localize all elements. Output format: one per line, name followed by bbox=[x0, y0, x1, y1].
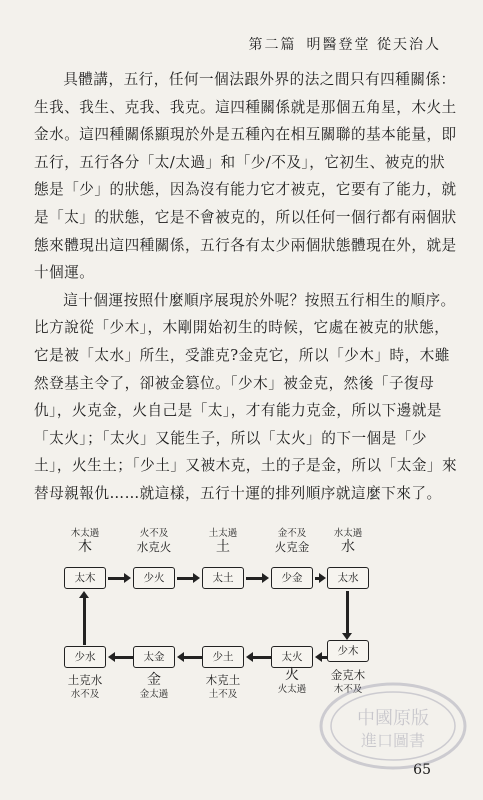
node-caption-small: 土太過 bbox=[208, 528, 238, 539]
node-caption-big: 水 bbox=[341, 539, 355, 555]
arrow-right-head bbox=[193, 573, 200, 583]
node-tai-huo: 太火 bbox=[271, 646, 313, 668]
body-text bbox=[34, 66, 460, 508]
stamp-line2: 進口圖書 bbox=[360, 731, 426, 750]
stamp-line1: 中國原版 bbox=[357, 708, 429, 729]
node-tai-tu: 太土 bbox=[202, 567, 244, 589]
arrow-down bbox=[346, 591, 349, 635]
node-caption-small: 土不及 bbox=[208, 689, 238, 700]
node-caption-big: 火 bbox=[285, 667, 299, 683]
arrow-left bbox=[253, 656, 271, 659]
arrow-left-head bbox=[177, 652, 184, 662]
arrow-left-head bbox=[246, 652, 253, 662]
node-caption-small: 金太過 bbox=[139, 689, 169, 700]
node-caption-small: 金不及 bbox=[277, 528, 307, 539]
node-caption-big: 土 bbox=[216, 539, 230, 555]
node-caption-big: 木 bbox=[78, 539, 92, 555]
paragraph: 這十個運按照什麼順序展現於外呢？按照五行相生的順序。比方說從「少木」，木剛開始初生的時候，它處在被克的狀態，它是被「太水」所生，受誰克?金克它，所以「少木」時，木雖然登基主令了，卻被金篡位。「少木」被金克，然後「子復母仇」，火克金，火自己是「太」，才有能力克金，所以下邊就是「太火」；「太火」又能生子，所以「太火」的下一個是「少土」，火生土；「少土」又被木克，土的子是金，所以「太金」來替母親報仇……就這樣，五行十運的排列順序就這麼下來了。 bbox=[34, 291, 458, 502]
node-caption-big: 金 bbox=[147, 672, 161, 688]
node-caption-small: 木不及 bbox=[333, 684, 363, 695]
arrow-right-head bbox=[124, 573, 131, 583]
arrow-down-head bbox=[342, 633, 352, 640]
node-shao-shui: 少水 bbox=[64, 646, 106, 668]
page-number: 65 bbox=[413, 762, 431, 778]
node-caption-small: 水太過 bbox=[333, 528, 363, 539]
import-stamp-watermark bbox=[318, 680, 468, 772]
node-caption-big: 火克金 bbox=[274, 540, 310, 554]
running-header bbox=[249, 34, 441, 54]
node-caption-big: 木克土 bbox=[205, 673, 241, 687]
arrow-left-head bbox=[108, 652, 115, 662]
arrow-left bbox=[184, 656, 202, 659]
node-tai-shui: 太水 bbox=[327, 567, 369, 589]
node-caption-small: 火不及 bbox=[139, 528, 169, 539]
chapter-label: 第二篇 bbox=[248, 37, 297, 53]
node-shao-tu: 少土 bbox=[202, 646, 244, 668]
node-caption-big: 土克水 bbox=[67, 673, 103, 687]
arrow-left bbox=[322, 656, 327, 659]
node-caption-big: 水克火 bbox=[136, 540, 172, 554]
node-tai-jin: 太金 bbox=[133, 646, 175, 668]
arrow-up bbox=[83, 597, 86, 645]
arrow-left-head bbox=[315, 652, 322, 662]
node-shao-mu: 少木 bbox=[327, 640, 369, 662]
node-caption-big: 金克木 bbox=[330, 668, 366, 682]
node-caption-small: 火太過 bbox=[277, 684, 307, 695]
node-shao-huo: 少火 bbox=[133, 567, 175, 589]
section-title: 明醫登堂 從天治人 bbox=[306, 37, 441, 53]
arrow-left bbox=[115, 656, 133, 659]
paragraph: 具體講，五行，任何一個法跟外界的法之間只有四種關係：生我、我生、克我、我克。這四種關係就是那個五角星，木火土金水。這四種關係顯現於外是五種內在相互關聯的基本能量，即五行，五行各分「太/太過」和「少/不及」，它初生、被克的狀態是「少」的狀態，因為沒有能力它才被克，它要有了能力，就是「太」的狀態，它是不會被克的，所以任何一個行都有兩個狀態來體現出這四種關係，五行各有太少兩個狀態體現在外，就是十個運。 bbox=[34, 71, 457, 282]
node-shao-jin: 少金 bbox=[271, 567, 313, 589]
arrow-up-head bbox=[79, 591, 89, 598]
arrow-right-head bbox=[262, 573, 269, 583]
arrow-right-head bbox=[319, 573, 326, 583]
node-tai-mu: 太木 bbox=[64, 567, 106, 589]
node-caption-small: 木太過 bbox=[70, 528, 100, 539]
node-caption-small: 水不及 bbox=[70, 689, 100, 700]
